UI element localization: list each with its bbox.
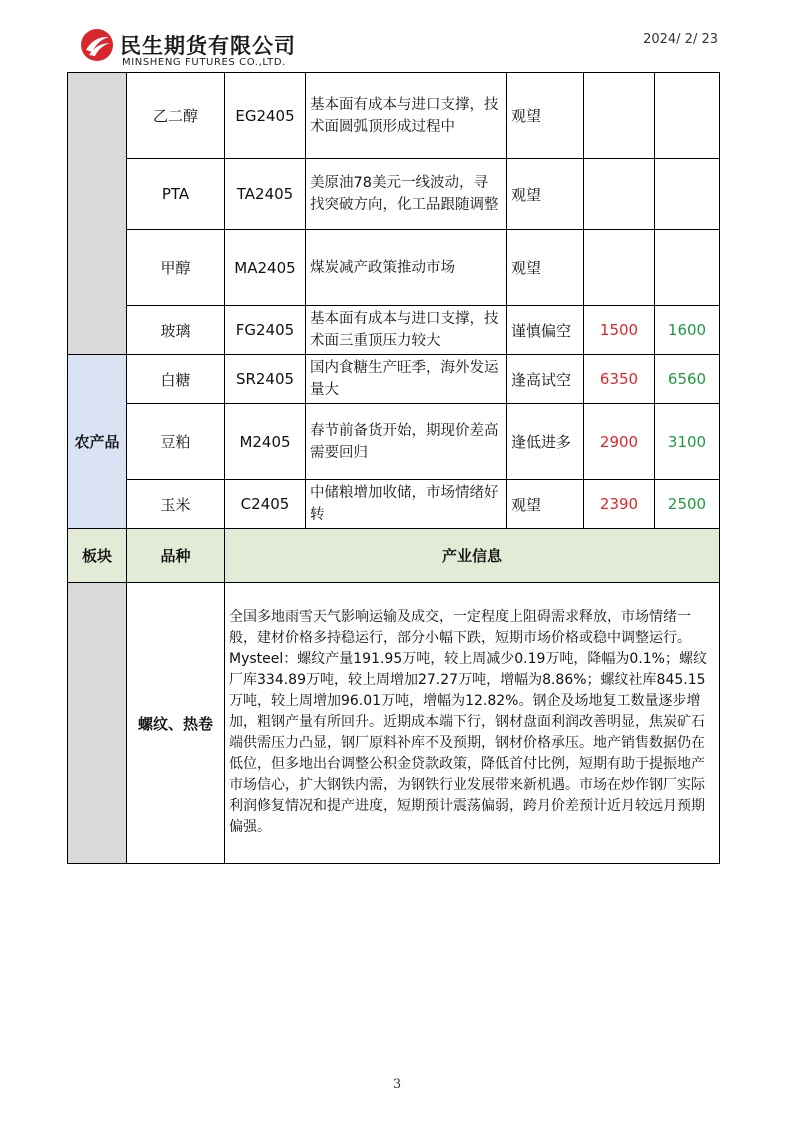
product-cell: PTA — [127, 159, 225, 230]
product-cell: 玉米 — [127, 480, 225, 529]
product-cell: 白糖 — [127, 355, 225, 404]
page-number: 3 — [392, 1077, 402, 1092]
contract-cell: EG2405 — [225, 73, 306, 159]
minsheng-logo-icon — [80, 28, 114, 62]
contract-cell: TA2405 — [225, 159, 306, 230]
high-price-cell: 2500 — [655, 480, 720, 529]
high-price-cell — [655, 230, 720, 306]
table-row — [68, 230, 720, 306]
product-cell: 玻璃 — [127, 306, 225, 355]
low-price-cell — [584, 73, 655, 159]
report-date: 2024/ 2/ 23 — [643, 32, 718, 47]
table-row — [68, 404, 720, 480]
contract-cell: MA2405 — [225, 230, 306, 306]
low-price-cell — [584, 230, 655, 306]
stance-cell: 谨慎偏空 — [507, 306, 584, 355]
table-row — [68, 159, 720, 230]
info-cell: 煤炭减产政策推动市场 — [306, 230, 507, 306]
strategy-table — [67, 72, 720, 864]
contract-cell: M2405 — [225, 404, 306, 480]
table-row — [68, 480, 720, 529]
low-price-cell: 2390 — [584, 480, 655, 529]
product-cell: 乙二醇 — [127, 73, 225, 159]
col-header-industry-info: 产业信息 — [225, 529, 720, 583]
info-cell: 春节前备货开始，期现价差高需要回归 — [306, 404, 507, 480]
table-row — [68, 355, 720, 404]
sector-cell-agriculture: 农产品 — [68, 355, 127, 529]
industry-row — [68, 583, 720, 864]
stance-cell: 观望 — [507, 230, 584, 306]
col-header-variety: 品种 — [127, 529, 225, 583]
low-price-cell: 6350 — [584, 355, 655, 404]
brand-name-cn: 民生期货有限公司 — [120, 34, 296, 58]
contract-cell: SR2405 — [225, 355, 306, 404]
high-price-cell: 3100 — [655, 404, 720, 480]
sector-cell-chemical — [68, 73, 127, 355]
info-cell: 基本面有成本与进口支撑，技术面圆弧顶形成过程中 — [306, 73, 507, 159]
low-price-cell — [584, 159, 655, 230]
brand-name-en: MINSHENG FUTURES CO.,LTD. — [122, 57, 286, 68]
page-header — [0, 0, 794, 72]
info-cell: 基本面有成本与进口支撑，技术面三重顶压力较大 — [306, 306, 507, 355]
stance-cell: 观望 — [507, 73, 584, 159]
table-row — [68, 73, 720, 159]
contract-cell: FG2405 — [225, 306, 306, 355]
low-price-cell: 1500 — [584, 306, 655, 355]
stance-cell: 逢低进多 — [507, 404, 584, 480]
industry-sector-cell — [68, 583, 127, 864]
col-header-sector: 板块 — [68, 529, 127, 583]
info-cell: 美原油78美元一线波动，寻找突破方向，化工品跟随调整 — [306, 159, 507, 230]
product-cell: 甲醇 — [127, 230, 225, 306]
stance-cell: 逢高试空 — [507, 355, 584, 404]
industry-info-text: 全国多地雨雪天气影响运输及成交，一定程度上阻碍需求释放，市场情绪一般，建材价格多持稳运行，部分小幅下跌，短期市场价格或稳中调整运行。Mysteel：螺纹产量191.95万吨，较上周减少0.19万吨，降幅为0.1%；螺纹厂库334.89万吨，较上周增加27.27万吨，增幅为8.86%；螺纹社库845.15万吨，较上周增加96.01万吨，增幅为12.82%。钢企及场地复工数量逐步增加，粗钢产量有所回升。近期成本端下行，钢材盘面利润改善明显，焦炭矿石端供需压力凸显，钢厂原料补库不及预期，钢材价格承压。地产销售数据仍在低位，但多地出台调整公积金贷款政策，降低首付比例，短期有助于提振地产市场信心，扩大钢铁内需，为钢铁行业发展带来新机遇。市场在炒作钢厂实际利润修复情况和提产进度，短期预计震荡偏弱，跨月价差预计近月较远月预期偏强。 — [225, 583, 720, 864]
info-cell: 国内食糖生产旺季，海外发运量大 — [306, 355, 507, 404]
stance-cell: 观望 — [507, 159, 584, 230]
high-price-cell: 1600 — [655, 306, 720, 355]
contract-cell: C2405 — [225, 480, 306, 529]
info-cell: 中储粮增加收储，市场情绪好转 — [306, 480, 507, 529]
industry-header-row — [68, 529, 720, 583]
high-price-cell: 6560 — [655, 355, 720, 404]
table-row — [68, 306, 720, 355]
stance-cell: 观望 — [507, 480, 584, 529]
high-price-cell — [655, 159, 720, 230]
product-cell: 豆粕 — [127, 404, 225, 480]
high-price-cell — [655, 73, 720, 159]
industry-variety-cell: 螺纹、热卷 — [127, 583, 225, 864]
low-price-cell: 2900 — [584, 404, 655, 480]
